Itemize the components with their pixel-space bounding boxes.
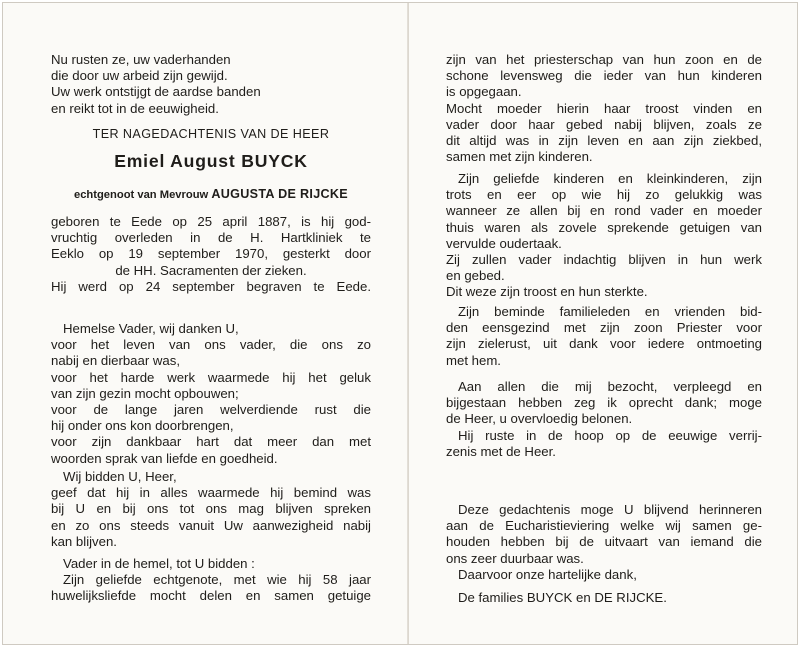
poem-line: Uw werk ontstijgt de aardse banden [51, 84, 261, 100]
text-line: thuis waren als zovele sprekende getuigen van [446, 219, 762, 235]
text-line: de Heer, u overvloedig belonen. [446, 411, 633, 427]
prayer-line: woorden sprak van liefde en goedheid. [51, 450, 278, 466]
text-line: den eensgezind met zijn zoon Priester voor [446, 320, 762, 336]
prayer-line: Zijn geliefde echtgenote, met wie hij 58 jaar [63, 572, 371, 588]
paragraph-children [446, 171, 762, 301]
prayer-line: Vader in de hemel, tot U bidden : [63, 556, 255, 571]
prayer-line: voor de lange jaren welverdiende rust die [51, 402, 371, 418]
text-line: Dit weze zijn troost en hun sterkte. [446, 284, 648, 300]
text-line: bijgestaan hebben zeg ik oprecht dank; moge [446, 395, 762, 411]
deceased-name: Emiel August BUYCK [114, 151, 308, 171]
text-line: samen met zijn kinderen. [446, 149, 593, 165]
family-signature: De families BUYCK en DE RIJCKE. [458, 590, 667, 605]
prayer-line: kan blijven. [51, 533, 117, 549]
memorial-heading: TER NAGEDACHTENIS VAN DE HEER [92, 127, 330, 141]
prayer-ask [51, 469, 371, 550]
spouse-line [51, 186, 371, 203]
text-line: houden hebben bij de uitvaart van iemand die [446, 534, 762, 550]
text-line: met hem. [446, 352, 501, 368]
memorial-card [2, 2, 798, 645]
prayer-thanks [51, 321, 371, 467]
text-line: zijn zielerust, uit dank voor iedere ontmoeting [446, 336, 762, 352]
text-line: Aan allen die mij bezocht, verpleegd en [458, 379, 762, 394]
spouse-prefix: echtgenoot van Mevrouw [73, 189, 209, 201]
text-line: trots en eer op wie hij zo gelukkig was [446, 187, 762, 203]
prayer-line: voor het leven van ons vader, die ons zo [51, 337, 371, 353]
prayer-line: Hemelse Vader, wij danken U, [63, 321, 239, 336]
prayer-line: en zo ons steeds vanuit Uw aanwezigheid nabij [51, 517, 371, 533]
text-line: schone levensweg die ieder van hun kinderen [446, 68, 762, 84]
text-line: is opgegaan. [446, 84, 522, 100]
poem-line: die door uw arbeid zijn gewijd. [51, 68, 228, 84]
prayer-line: voor zijn dankbaar hart dat meer dan met [51, 434, 371, 450]
text-line: Daarvoor onze hartelijke dank, [458, 566, 637, 582]
prayer-line: hij onder ons kon doorbrengen, [51, 418, 234, 434]
text-line: zijn van het priesterschap van hun zoon en de [446, 52, 762, 67]
text-line: Zijn geliefde kinderen en kleinkinderen, zijn [458, 171, 762, 186]
bio-line: Hij werd op 24 september begraven te Eede. [51, 278, 371, 294]
prayer-line: geef dat hij in alles waarmede hij bemind was [51, 485, 371, 501]
text-line: en gebed. [446, 268, 505, 284]
text-line: ons zeer duurbaar was. [446, 550, 584, 566]
paragraph-family [446, 304, 762, 369]
prayer-line: huwelijksliefde mocht delen en samen getuige [51, 588, 371, 604]
text-line: aan de Eucharistieviering welke wij samen ge- [446, 518, 762, 534]
prayer-line: bij U en bij ons tot ons mag blijven spreken [51, 501, 371, 517]
text-line: wanneer ze allen bij en rond vader en moeder [446, 203, 762, 219]
paragraph-remembrance [446, 502, 762, 583]
opening-poem [51, 52, 371, 117]
text-line: Mocht moeder hierin haar troost vinden en [446, 100, 762, 116]
bio-line: vruchtig overleden in de H. Hartkliniek te [51, 230, 371, 246]
text-line: Zijn beminde familieleden en vrienden bid- [458, 304, 762, 319]
biography [51, 214, 371, 295]
text-line: Zij zullen vader indachtig blijven in hun werk [446, 252, 762, 268]
paragraph-priesthood [446, 52, 762, 165]
text-line: zenis met de Heer. [446, 443, 556, 459]
poem-line: en reikt tot in de eeuwigheid. [51, 100, 219, 116]
card-fold [407, 3, 409, 644]
left-page [51, 3, 371, 644]
right-page [446, 3, 762, 644]
prayer-line: Wij bidden U, Heer, [63, 469, 177, 484]
text-line: vader door haar gebed nabij blijven, zoals ze [446, 116, 762, 132]
bio-line: geboren te Eede op 25 april 1887, is hij god- [51, 214, 371, 229]
poem-line: Nu rusten ze, uw vaderhanden [51, 52, 231, 67]
spouse-name: AUGUSTA DE RIJCKE [211, 187, 349, 201]
bio-line: Eeklo op 19 september 1970, gesterkt door [51, 246, 371, 262]
text-line: Hij ruste in de hoop op de eeuwige verrij- [458, 427, 762, 443]
prayer-line: voor het harde werk waarmede hij het geluk [51, 369, 371, 385]
text-line: dit altijd was in zijn leven en aan zijn ziekbed, [446, 133, 762, 149]
prayer-line: van zijn gezin mocht opbouwen; [51, 385, 239, 401]
text-line: Deze gedachtenis moge U blijvend herinneren [458, 502, 762, 517]
bio-line: de HH. Sacramenten der zieken. [115, 262, 307, 278]
prayer-spouse [51, 556, 371, 605]
text-line: vervulde oudertaak. [446, 235, 562, 251]
paragraph-thanks [446, 379, 762, 460]
prayer-line: nabij en dierbaar was, [51, 353, 181, 369]
